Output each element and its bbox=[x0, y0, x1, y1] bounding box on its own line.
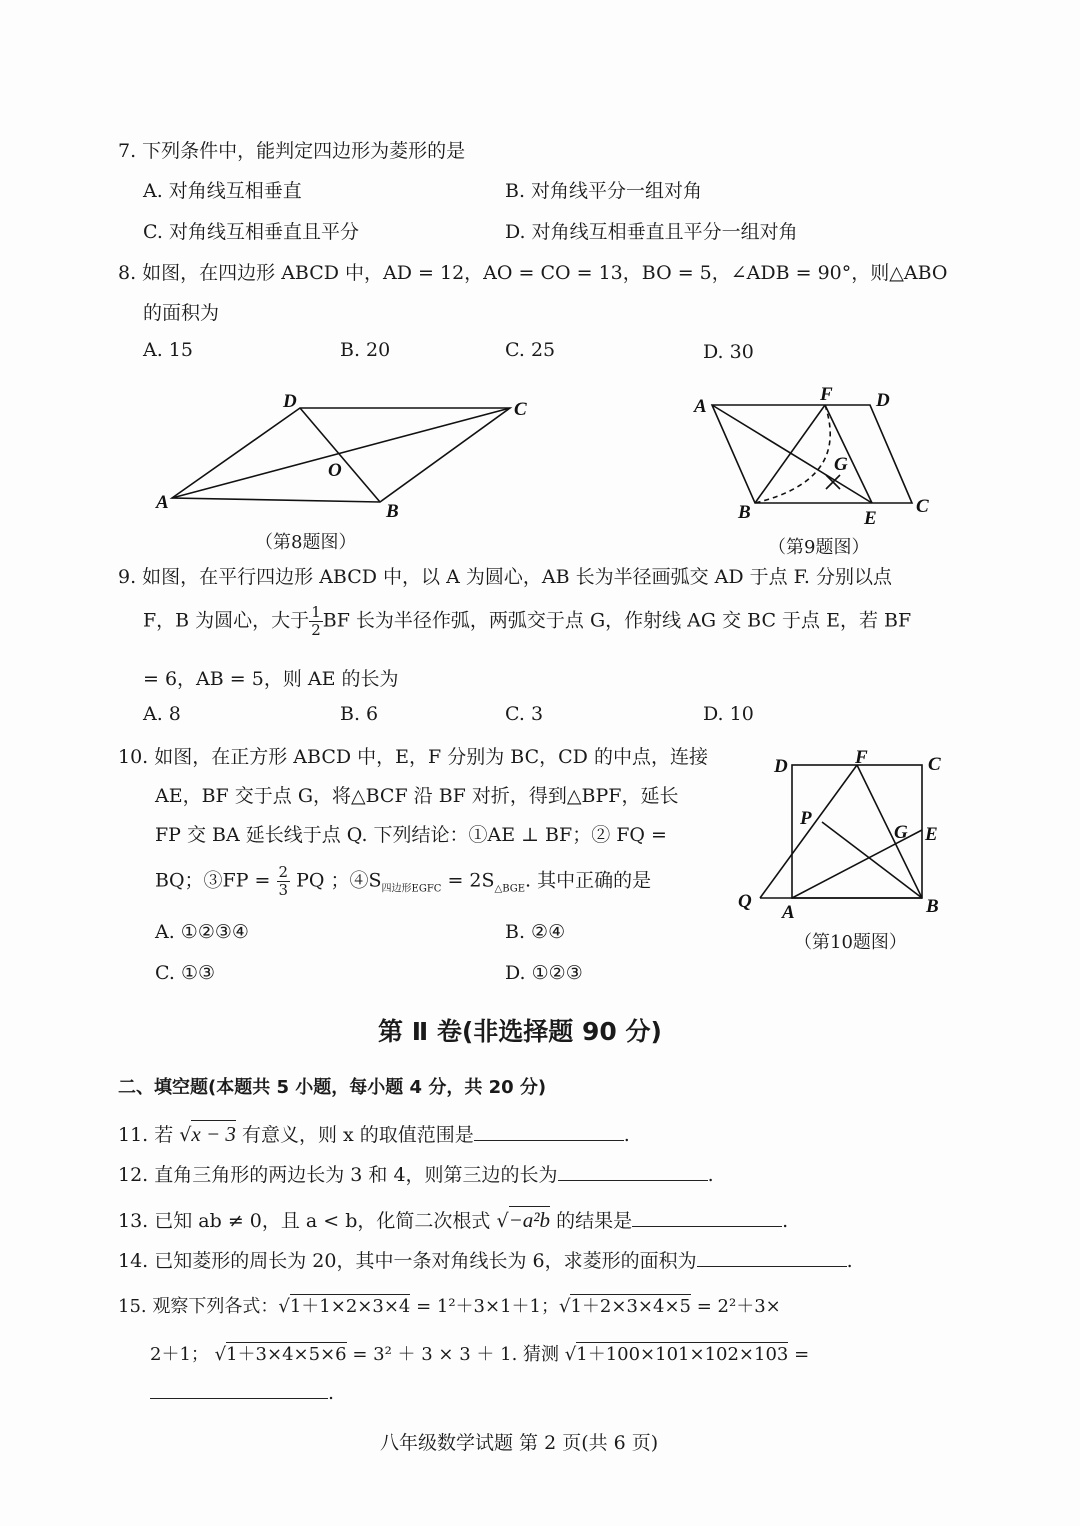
q10-label-b: B bbox=[926, 896, 939, 917]
q8-label-c: C bbox=[514, 399, 527, 420]
q8-label-a: A bbox=[156, 492, 169, 513]
q10-label-d: D bbox=[774, 756, 788, 777]
answer-blank[interactable] bbox=[558, 1162, 708, 1181]
q8-option-b: B. 20 bbox=[340, 339, 391, 361]
q15-text: = 3² ＋ 3 × 3 ＋ 1. 猜测 bbox=[346, 1344, 565, 1365]
q15-line1: 15. 观察下列各式：√1＋1×2×3×4 = 1²＋3×1＋1；√1＋2×3×4×5 = 2²＋3× bbox=[118, 1296, 781, 1317]
q15-text: 2＋1； bbox=[150, 1344, 209, 1365]
q10-line4 bbox=[155, 864, 651, 899]
q10-label-q: Q bbox=[738, 891, 752, 912]
fraction-half bbox=[309, 604, 323, 639]
q9-label-f: F bbox=[820, 384, 833, 405]
q12 bbox=[118, 1160, 714, 1187]
q7-option-d: D. 对角线互相垂直且平分一组对角 bbox=[505, 221, 798, 243]
period: . bbox=[782, 1210, 789, 1232]
numerator: 1 bbox=[311, 603, 321, 621]
radicand: 1＋2×3×4×5 bbox=[570, 1296, 691, 1317]
q10-label-g: G bbox=[894, 822, 908, 843]
answer-blank[interactable] bbox=[150, 1380, 328, 1399]
q9-option-c: C. 3 bbox=[505, 703, 544, 725]
q10-line-fb bbox=[857, 765, 922, 898]
answer-blank[interactable] bbox=[474, 1122, 624, 1141]
numerator: 2 bbox=[278, 863, 289, 881]
q8-diagonal-ac bbox=[172, 408, 510, 498]
q9-text: BF 长为半径作弧，两弧交于点 G，作射线 AG 交 BC 于点 E，若 BF bbox=[322, 609, 912, 632]
q9-label-g: G bbox=[834, 454, 848, 475]
q10-caption: （第10题图） bbox=[794, 932, 907, 953]
radicand: 1＋100×101×102×103 bbox=[576, 1344, 789, 1365]
q9-option-a: A. 8 bbox=[143, 703, 181, 725]
subscript: 四边形EGFC bbox=[381, 883, 442, 895]
q10-label-f: F bbox=[855, 747, 868, 768]
page-footer: 八年级数学试题 第 2 页(共 6 页) bbox=[380, 1432, 659, 1454]
q11-text: 有意义，则 x 的取值范围是 bbox=[241, 1124, 474, 1146]
q9-label-a: A bbox=[694, 396, 707, 417]
q8-caption: （第8题图） bbox=[255, 532, 357, 553]
q15-text: 15. 观察下列各式： bbox=[118, 1296, 279, 1317]
q9-label-d: D bbox=[876, 390, 890, 411]
section-title: 第 Ⅱ 卷(非选择题 90 分) bbox=[378, 1017, 662, 1046]
answer-blank[interactable] bbox=[632, 1208, 782, 1227]
q8-stem-line1: 8. 如图，在四边形 ABCD 中，AD = 12，AO = CO = 13，BO = 5，∠ADB = 90°，则△ABO bbox=[118, 262, 948, 284]
period: . bbox=[623, 1124, 630, 1146]
period: . bbox=[846, 1250, 853, 1272]
q9-segment-bf bbox=[755, 405, 825, 503]
q8-option-d: D. 30 bbox=[703, 341, 754, 363]
q8-diagonal-bd bbox=[300, 408, 380, 502]
q14-text: 14. 已知菱形的周长为 20，其中一条对角线长为 6，求菱形的面积为 bbox=[118, 1250, 697, 1272]
q9-option-d: D. 10 bbox=[703, 703, 754, 725]
q11: 11. 若 √x − 3 有意义，则 x 的取值范围是 . bbox=[118, 1122, 630, 1146]
q12-text: 12. 直角三角形的两边长为 3 和 4，则第三边的长为 bbox=[118, 1164, 558, 1186]
radicand: −a²b bbox=[508, 1208, 551, 1232]
q10-label-c: C bbox=[928, 754, 941, 775]
q9-stem-line1: 9. 如图，在平行四边形 ABCD 中，以 A 为圆心，AB 长为半径画弧交 AD 于点 F. 分别以点 bbox=[118, 566, 892, 588]
q15-line3 bbox=[150, 1380, 334, 1404]
q9-label-c: C bbox=[916, 496, 929, 517]
denominator: 3 bbox=[278, 881, 289, 899]
q9-stem-line3: = 6，AB = 5，则 AE 的长为 bbox=[143, 668, 399, 690]
q15-line2: 2＋1； √1＋3×4×5×6 = 3² ＋ 3 × 3 ＋ 1. 猜测 √1＋100×101×102×103 = bbox=[150, 1344, 810, 1365]
q15-text: = 2²＋3× bbox=[691, 1296, 781, 1317]
denominator: 2 bbox=[311, 621, 321, 639]
answer-blank[interactable] bbox=[697, 1248, 847, 1267]
q10-label-a: A bbox=[782, 902, 795, 923]
q10-label-e: E bbox=[925, 824, 938, 845]
q9-label-e: E bbox=[864, 508, 877, 529]
figure-q8 bbox=[172, 408, 510, 502]
q10-line1: 10. 如图，在正方形 ABCD 中，E，F 分别为 BC，CD 的中点，连接 bbox=[118, 746, 708, 768]
q10-text: BQ；③FP = bbox=[155, 869, 271, 892]
q9-label-b: B bbox=[738, 502, 751, 523]
fraction-two-thirds bbox=[277, 864, 291, 899]
q10-option-a: A. ①②③④ bbox=[155, 921, 249, 943]
q8-stem-line2: 的面积为 bbox=[143, 302, 220, 324]
q10-text: PQ ；④S bbox=[296, 869, 382, 892]
q13: 13. 已知 ab ≠ 0，且 a < b，化简二次根式 √−a²b 的结果是 . bbox=[118, 1208, 789, 1232]
radicand: x − 3 bbox=[191, 1122, 236, 1146]
q10-text: . 其中正确的是 bbox=[525, 869, 652, 892]
q13-text: 的结果是 bbox=[556, 1210, 633, 1232]
part-heading: 二、填空题(本题共 5 小题，每小题 4 分，共 20 分) bbox=[118, 1077, 547, 1098]
q9-parallelogram bbox=[712, 405, 912, 503]
q13-text: 13. 已知 ab ≠ 0，且 a < b，化简二次根式 bbox=[118, 1210, 491, 1232]
q7-stem: 7. 下列条件中，能判定四边形为菱形的是 bbox=[118, 140, 466, 162]
q11-text: 11. 若 bbox=[118, 1124, 174, 1146]
q7-option-b: B. 对角线平分一组对角 bbox=[505, 180, 703, 202]
q8-label-o: O bbox=[328, 460, 342, 481]
figure-q9 bbox=[712, 405, 912, 503]
subscript: △BGE bbox=[494, 883, 526, 895]
q10-line-fq bbox=[760, 765, 857, 898]
q8-option-a: A. 15 bbox=[143, 339, 193, 361]
q7-option-a: A. 对角线互相垂直 bbox=[143, 180, 302, 202]
q10-line3: FP 交 BA 延长线于点 Q. 下列结论：①AE ⊥ BF；② FQ = bbox=[155, 824, 667, 846]
period: . bbox=[707, 1164, 714, 1186]
q10-option-d: D. ①②③ bbox=[505, 962, 583, 984]
q15-text: = bbox=[788, 1344, 810, 1365]
q15-text: = 1²＋3×1＋1； bbox=[410, 1296, 559, 1317]
q10-option-b: B. ②④ bbox=[505, 921, 566, 943]
period: . bbox=[328, 1382, 335, 1404]
radicand: 1＋3×4×5×6 bbox=[226, 1344, 347, 1365]
q8-label-d: D bbox=[283, 391, 297, 412]
q9-text: F，B 为圆心，大于 bbox=[143, 609, 310, 632]
q10-line2: AE，BF 交于点 G，将△BCF 沿 BF 对折，得到△BPF，延长 bbox=[155, 785, 679, 807]
q10-text: = 2S bbox=[441, 869, 495, 892]
q9-option-b: B. 6 bbox=[340, 703, 379, 725]
q7-option-c: C. 对角线互相垂直且平分 bbox=[143, 221, 359, 243]
q9-caption: （第9题图） bbox=[768, 537, 870, 558]
q10-option-c: C. ①③ bbox=[155, 962, 216, 984]
q9-stem-line2 bbox=[143, 604, 911, 639]
q8-label-b: B bbox=[386, 501, 399, 522]
radicand: 1＋1×2×3×4 bbox=[289, 1296, 411, 1317]
q14 bbox=[118, 1246, 853, 1273]
q10-label-p: P bbox=[800, 808, 812, 829]
q8-option-c: C. 25 bbox=[505, 339, 556, 361]
